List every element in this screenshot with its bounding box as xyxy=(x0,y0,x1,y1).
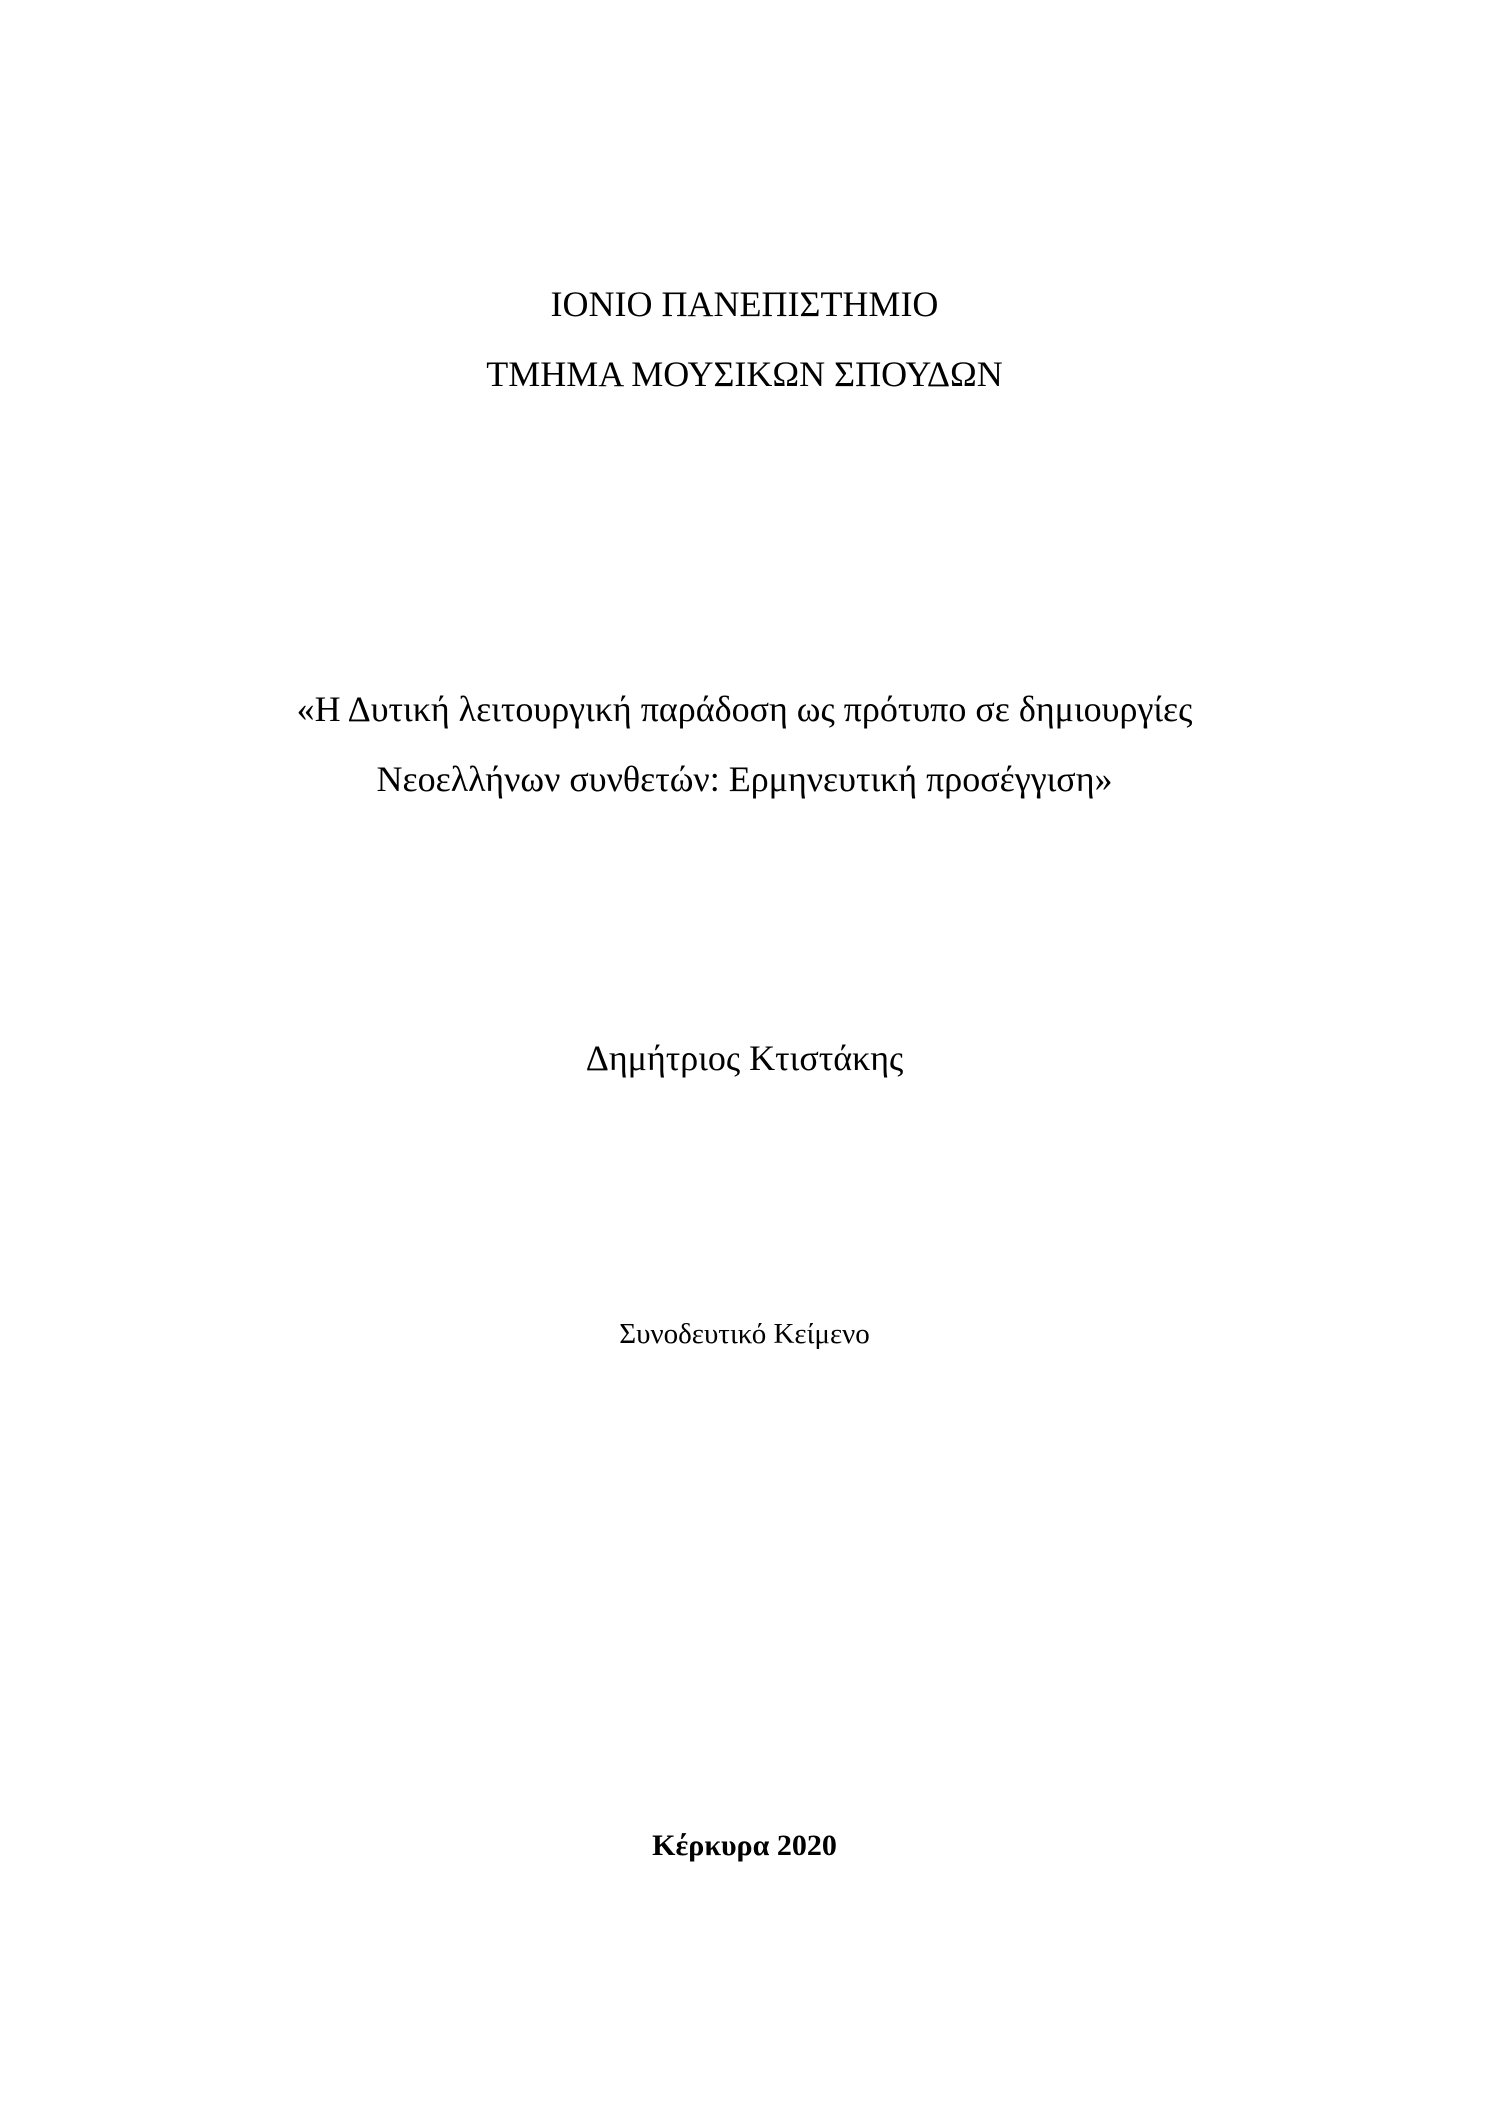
thesis-title-line-1: «Η Δυτική λειτουργική παράδοση ως πρότυπο σε δημιουργίες xyxy=(296,689,1193,729)
thesis-title-line-2: Νεοελλήνων συνθετών: Ερμηνευτική προσέγγιση» xyxy=(376,759,1113,799)
department-name: ΤΜΗΜΑ ΜΟΥΣΙΚΩΝ ΣΠΟΥΔΩΝ xyxy=(486,354,1003,394)
document-type: Συνοδευτικό Κείμενο xyxy=(619,1318,870,1350)
place-and-year: Κέρκυρα 2020 xyxy=(652,1829,837,1862)
university-name: ΙΟΝΙΟ ΠΑΝΕΠΙΣΤΗΜΙΟ xyxy=(550,284,939,324)
author-name: Δημήτριος Κτιστάκης xyxy=(585,1038,904,1078)
